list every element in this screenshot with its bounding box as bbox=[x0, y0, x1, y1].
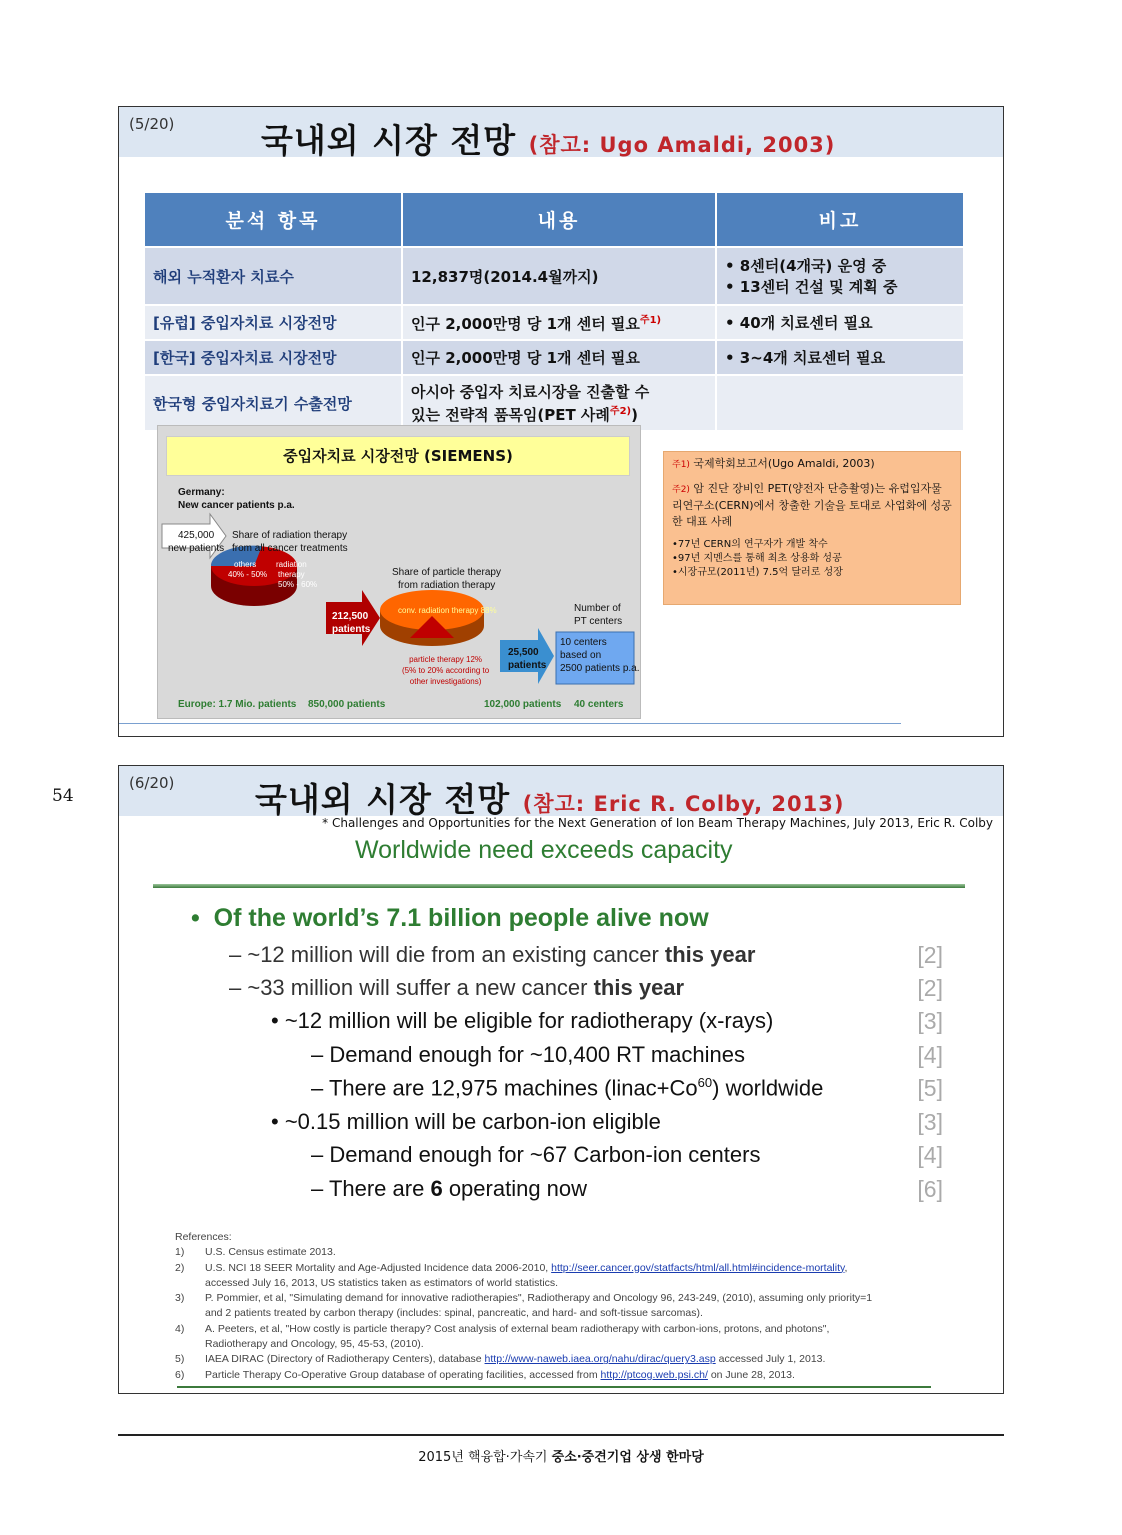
bottom-850k: 850,000 patients bbox=[308, 699, 386, 710]
header-note: 비고 bbox=[716, 192, 964, 247]
row-note: • 40개 치료센터 필요 bbox=[716, 305, 964, 340]
citation: [3] bbox=[917, 1008, 943, 1034]
reference-link[interactable]: http://ptcog.web.psi.ch/ bbox=[600, 1368, 708, 1381]
row-content: 인구 2,000만명 당 1개 센터 필요 bbox=[402, 340, 716, 375]
references: References: 1) U.S. Census estimate 2013. 2) U.S. NCI 18 SEER Mortality and Age-Adjusted Incidence data 2006-2010, http://seer.cancer.gov/statfacts/html/all.html#incidence-mortality, accessed July 16, 2013, US statistics taken as estimators of world statistics. 3) P. Pommier, et al, "Simulating demand for innovative radiotherapies", Radiotherapy and Oncology 96, 243-249, (2010), assuming only priority=1 and 2 patients treated by carbon therapy (includes: spinal, pancreatic, and hard- and soft-tissue sarcomas). 4) A. Peeters, et al, "How costly is particle therapy? Cost analysis of external beam radiotherapy with carbon-ions, protons, and photons", Radiotherapy and Oncology, 95, 45-53, (2010). 5) IAEA DIRAC (Directory of Radiotherapy Centers), database http://www-naweb.iaea.org/nahu/dirac/query3.asp accessed July 1, 2013. 6) Particle Therapy Co-Operative Group database of operating facilities, accessed from http://ptcog.web.psi.ch/ on June 28, 2013. bbox=[175, 1231, 873, 1381]
bullet-main: • Of the world’s 7.1 billion people alive now bbox=[191, 904, 709, 932]
bullet-line: – ~33 million will suffer a new cancer this year bbox=[229, 975, 685, 1000]
row-note: • 8센터(4개국) 운영 중 • 13센터 건설 및 계획 중 bbox=[716, 247, 964, 305]
analysis-table bbox=[143, 191, 965, 432]
citation: [6] bbox=[917, 1176, 943, 1202]
label-conv: conv. radiation therapy 88% bbox=[398, 606, 497, 615]
reference-link[interactable]: http://www-naweb.iaea.org/nahu/dirac/query3.asp bbox=[484, 1353, 716, 1366]
bottom-40: 40 centers bbox=[574, 699, 624, 710]
slide-market-outlook-5 bbox=[118, 106, 1004, 737]
bottom-rule bbox=[177, 1386, 931, 1388]
label-share-pt: Share of particle therapy from radiation therapy bbox=[392, 567, 501, 591]
table-row bbox=[144, 305, 964, 340]
bullet-line: – Demand enough for ~10,400 RT machines bbox=[311, 1042, 745, 1067]
citation: [2] bbox=[917, 942, 943, 968]
slide-market-outlook-6 bbox=[118, 765, 1004, 1394]
citation: [2] bbox=[917, 975, 943, 1001]
label-radiation: radiation therapy 50% - 60% bbox=[276, 560, 318, 589]
label-particle: particle therapy 12% (5% to 20% according to other investigations) bbox=[402, 655, 490, 686]
label-212k: 212,500 patients bbox=[332, 611, 371, 635]
label-share-rt: Share of radiation therapy from all cancer treatments bbox=[232, 530, 348, 554]
row-item: [유럽] 중입자치료 시장전망 bbox=[144, 305, 402, 340]
row-item: 해외 누적환자 치료수 bbox=[144, 247, 402, 305]
title-reference: (참고: Ugo Amaldi, 2003) bbox=[528, 133, 836, 157]
slide-title: 국내외 시장 전망 (참고: Ugo Amaldi, 2003) bbox=[261, 121, 836, 160]
row-content: 인구 2,000만명 당 1개 센터 필요$^{주1)}$ bbox=[402, 305, 716, 340]
label-425k: 425,000 new patients bbox=[168, 530, 225, 554]
label-25k: 25,500 patients bbox=[508, 647, 547, 671]
bullet-line: – There are 12,975 machines $(linac+Co^{60})$ worldwide bbox=[311, 1075, 824, 1101]
header-content: 내용 bbox=[402, 192, 716, 247]
label-num-centers: Number of PT centers bbox=[574, 603, 623, 627]
figure-title: 중입자치료 시장전망 (SIEMENS) bbox=[166, 436, 630, 476]
table-row bbox=[144, 375, 964, 431]
label-centers: 10 centers based on 2500 patients p.a. bbox=[560, 637, 640, 674]
reference-link[interactable]: http://seer.cancer.gov/statfacts/html/all.html#incidence-mortality bbox=[551, 1261, 845, 1274]
bullet-line: – There are 6 operating now bbox=[311, 1176, 588, 1201]
bottom-europe: Europe: 1.7 Mio. patients bbox=[178, 699, 297, 710]
page-footer: 2015년 핵융합·가속기 중소·중견기업 상생 한마당 bbox=[418, 1450, 704, 1465]
table-row bbox=[144, 247, 964, 305]
heading-rule bbox=[153, 884, 965, 888]
label-others: others 40% - 50% bbox=[228, 560, 268, 579]
row-content: 아시아 중입자 치료시장을 진출할 수 있는 전략적 품목임(PET 사례$^{주2)}$) bbox=[402, 375, 716, 431]
slide-divider bbox=[119, 723, 901, 724]
row-content: 12,837명(2014.4월까지) bbox=[402, 247, 716, 305]
slide-heading: Worldwide need exceeds capacity bbox=[355, 836, 733, 864]
bullet-line: – Demand enough for ~67 Carbon-ion centers bbox=[311, 1142, 761, 1167]
slide-title: 국내외 시장 전망 (참고: Eric R. Colby, 2013) bbox=[255, 780, 845, 819]
row-note: • 3~4개 치료센터 필요 bbox=[716, 340, 964, 375]
citation: [4] bbox=[917, 1042, 943, 1068]
label-germany: Germany: New cancer patients p.a. bbox=[178, 487, 295, 511]
title-reference: (참고: Eric R. Colby, 2013) bbox=[522, 792, 845, 816]
citation: [3] bbox=[917, 1109, 943, 1135]
row-note bbox=[716, 375, 964, 431]
slide-number: (6/20) bbox=[129, 774, 175, 792]
bullet-line: – ~12 million will die from an existing cancer this year bbox=[229, 942, 756, 967]
row-item: 한국형 중입자치료기 수출전망 bbox=[144, 375, 402, 431]
footnote-box: 주1) 국제학회보고서(Ugo Amaldi, 2003) 주2) 암 진단 장비인 PET(양전자 단층촬영)는 유럽입자물리연구소(CERN)에서 창출한 기술을 토대로 사업화에 성공한 대표 사례 •77년 CERN의 연구자가 개발 착수 •97년 지멘스를 통해 최초 상용화 성공 •시장규모(2011년) 7.5억 달러로 성장 bbox=[663, 451, 961, 605]
bullet-line: • ~0.15 million will be carbon-ion eligible bbox=[271, 1109, 661, 1134]
citation: [4] bbox=[917, 1142, 943, 1168]
page-number: 54 bbox=[52, 786, 74, 806]
bottom-102k: 102,000 patients bbox=[484, 699, 562, 710]
bullet-line: • ~12 million will be eligible for radiotherapy (x-rays) bbox=[271, 1008, 774, 1033]
slide-number: (5/20) bbox=[129, 115, 175, 133]
header-item: 분석 항목 bbox=[144, 192, 402, 247]
slide-subtitle: * Challenges and Opportunities for the Next Generation of Ion Beam Therapy Machines, July 2013, Eric R. Colby bbox=[322, 816, 993, 830]
citation: [5] bbox=[917, 1075, 943, 1101]
footer-rule bbox=[118, 1434, 1004, 1436]
siemens-market-figure bbox=[157, 425, 641, 719]
row-item: [한국] 중입자치료 시장전망 bbox=[144, 340, 402, 375]
table-row bbox=[144, 340, 964, 375]
